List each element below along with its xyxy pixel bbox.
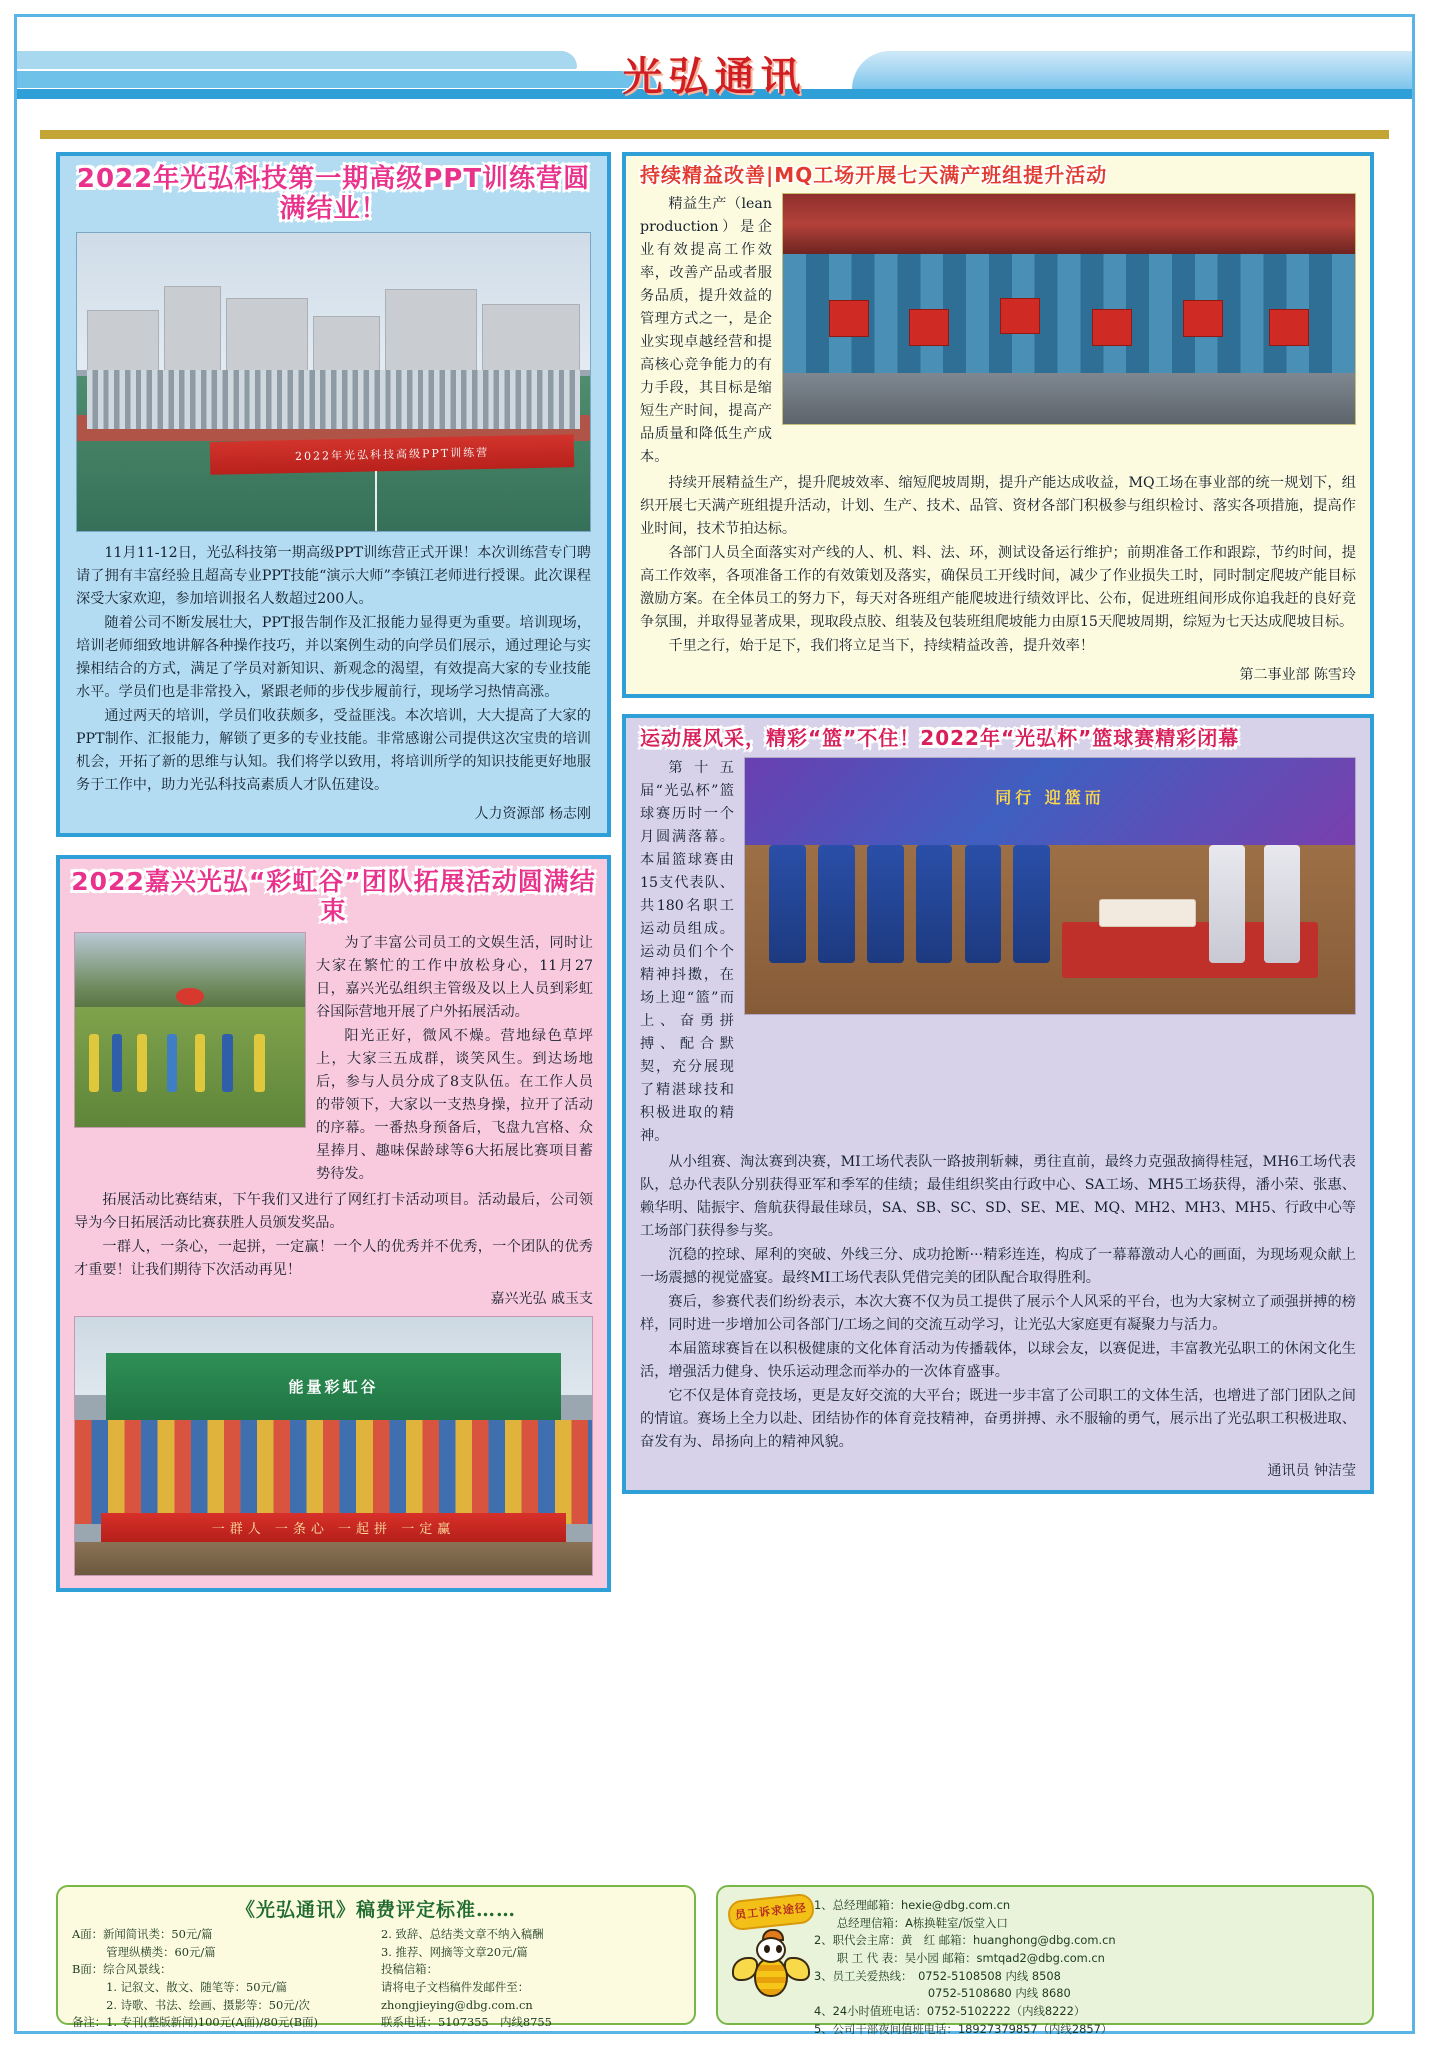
article-rainbow-signoff: 嘉兴光弘 戚玉支 bbox=[490, 1291, 593, 1308]
photo-player bbox=[1209, 845, 1246, 963]
submission-email[interactable]: zhongjieying@dbg.com.cn bbox=[381, 1997, 533, 2012]
article-ppt-body bbox=[76, 542, 591, 797]
photo-player bbox=[965, 845, 1002, 963]
fee-line: 1. 记叙文、散文、随笔等：50元/篇 bbox=[72, 1980, 288, 1995]
paragraph: 拓展活动比赛结束，下午我们又进行了网红打卡活动项目。活动最后，公司领导为今日拓展活动比赛获胜人员颁发奖品。 bbox=[74, 1192, 593, 1232]
article-mq-body bbox=[640, 472, 1356, 658]
fee-line: 请将电子文档稿件发邮件至： bbox=[381, 1980, 530, 1995]
article-basketball-body bbox=[640, 1151, 1356, 1454]
photo-court-line bbox=[375, 471, 377, 531]
photo-red-sign bbox=[1183, 300, 1223, 337]
contact-line: 职 工 代 表：吴小园 邮箱：smtqad2@dbg.com.cn bbox=[814, 1951, 1105, 1966]
photo-red-sign bbox=[1269, 309, 1309, 346]
paragraph: 随着公司不断发展壮大，PPT报告制作及汇报能力显得更为重要。培训现场，培训老师细致地讲解各种操作技巧，并以案例生动的向学员们展示，通过理论与实操相结合的方式，满足了学员对新知识、新观念的渴望，有效提高大家的专业技能水平。学员们也是非常投入，紧跟老师的步伐步履前行，现场学习热情高涨。 bbox=[76, 614, 591, 700]
fee-line: 2. 致辞、总结类文章不纳入稿酬 bbox=[381, 1927, 544, 1941]
footer-fee-title: 《光弘通讯》稿费评定标准…… bbox=[235, 1899, 516, 1921]
paragraph: 持续开展精益生产，提升爬坡效率、缩短爬坡周期，提升产能达成收益，MQ工场在事业部的统一规划下，组织开展七天满产班组提升活动，计划、生产、技术、品管、资材各部门积极参与组织检讨、落实各项措施，提高作业时间，技术节拍达标。 bbox=[640, 475, 1356, 537]
photo-crowd bbox=[87, 370, 580, 430]
fee-line: 联系电话：5107355 内线8755 bbox=[381, 2015, 552, 2030]
article-mq-body-left bbox=[640, 193, 772, 470]
photo-person bbox=[89, 1034, 99, 1092]
fee-line: 2. 诗歌、书法、绘画、摄影等：50元/次 bbox=[72, 1997, 310, 2012]
photo-red-sign bbox=[1092, 309, 1132, 346]
paragraph: 它不仅是体育竞技场，更是友好交流的大平台；既进一步丰富了公司职工的文体生活，也增进了部门团队之间的情谊。赛场上全力以赴、团结协作的体育竞技精神，奋勇拼搏、永不服输的勇气，展示出了光弘职工积极进取、奋发有为、昂扬向上的精神风貌。 bbox=[640, 1388, 1356, 1450]
fee-line: B面：综合风景线： bbox=[72, 1962, 172, 1977]
photo-player bbox=[1013, 845, 1050, 963]
photo-floor bbox=[783, 373, 1355, 424]
photo-banner-text: 一群人 一条心 一起拼 一定赢 bbox=[101, 1513, 566, 1541]
article-basketball-headline: 运动展风采，精彩“篮”不住！2022年“光弘杯”篮球赛精彩闭幕 bbox=[640, 726, 1240, 750]
photo-player bbox=[867, 845, 904, 963]
photo-person bbox=[195, 1034, 205, 1092]
article-mq-signoff: 第二事业部 陈雪玲 bbox=[1239, 667, 1356, 683]
article-rainbow-valley bbox=[56, 855, 611, 1593]
contact-line: 2、职代会主席：黄 红 邮箱：huanghong@dbg.com.cn bbox=[814, 1933, 1116, 1948]
contact-line: 0752-5108680 内线 8680 bbox=[814, 1986, 1071, 2001]
photo-person bbox=[112, 1034, 122, 1092]
fee-line: 备注：1. 专刊(整版新闻)100元(A面)/80元(B面) bbox=[72, 2015, 318, 2030]
photo-person bbox=[167, 1034, 177, 1092]
footer-contact-box bbox=[716, 1885, 1374, 2036]
photo-person bbox=[222, 1034, 232, 1092]
contact-line: 4、24小时值班电话：0752-5102222（内线8222） bbox=[814, 2004, 1086, 2019]
photo-banner-text: 2022年光弘科技高级PPT训练营 bbox=[210, 435, 575, 475]
bee-body-icon bbox=[754, 1957, 788, 1997]
page-title: 光弘通讯 bbox=[622, 53, 807, 99]
bee-eye-icon bbox=[764, 1945, 770, 1953]
photo-grass bbox=[75, 1007, 305, 1127]
footer-fee-box bbox=[56, 1885, 696, 2030]
photo-crowd bbox=[75, 1420, 592, 1523]
paragraph: 赛后，参赛代表们纷纷表示，本次大赛不仅为员工提供了展示个人风采的平台，也为大家树立了顽强拼搏的榜样，同时进一步增加公司各部门/工场之间的交流互动学习，让光弘大家庭更有凝聚力与活力。 bbox=[640, 1294, 1356, 1333]
fee-line: 3. 推荐、网摘等文章20元/篇 bbox=[381, 1944, 528, 1959]
article-rainbow-body-top bbox=[316, 932, 593, 1187]
photo-cake bbox=[1099, 899, 1197, 927]
masthead bbox=[17, 17, 1412, 99]
paragraph: 一群人，一条心，一起拼，一定赢！一个人的优秀并不优秀，一个团队的优秀才重要！让我们期待下次活动再见！ bbox=[74, 1239, 593, 1279]
fee-line: 投稿信箱： bbox=[381, 1962, 438, 1977]
contact-channel-list bbox=[718, 1887, 1372, 2038]
article-mq-lean bbox=[622, 152, 1374, 698]
photo-red-sign bbox=[829, 300, 869, 337]
photo-rainbow-activity bbox=[74, 932, 306, 1128]
photo-ppt-group bbox=[76, 232, 591, 532]
paragraph: 各部门人员全面落实对产线的人、机、料、法、环，测试设备运行维护；前期准备工作和跟踪，节约时间，提高工作效率，各项准备工作的有效策划及落实，确保员工开线时间，减少了作业损失工时，同时制定爬坡产能目标激励方案。在全体员工的努力下，每天对各班组产能爬坡进行绩效评比、公布，促进班组间形成你追我赶的良好竞争氛围，并取得显著成果，现取段点胶、组装及包装班组爬坡能力由原15天爬坡周期，综短为七天达成爬坡目标。 bbox=[640, 545, 1356, 630]
paragraph: 11月11-12日，光弘科技第一期高级PPT训练营正式开课！本次训练营专门聘请了拥有丰富经验且超高专业PPT技能“演示大师”李镇江老师进行授课。此次课程深受大家欢迎，参加培训报名人数超过200人。 bbox=[76, 544, 591, 607]
article-ppt-training bbox=[56, 152, 611, 837]
bee-mascot-icon bbox=[732, 1901, 810, 2009]
paragraph: 精益生产（lean production）是企业有效提高工作效率，改善产品或者服务品质，提升效益的管理方式之一，是企业实现卓越经营和提高核心竞争能力的有力手段，其目标是缩短生产时间，提高产品质量和降低生产成本。 bbox=[640, 196, 772, 465]
article-basketball bbox=[622, 714, 1374, 1494]
contact-line: 3、员工关爱热线： 0752-5108508 内线 8508 bbox=[814, 1968, 1061, 1983]
photo-roof bbox=[783, 194, 1355, 254]
photo-basketball-ceremony bbox=[744, 757, 1356, 1015]
contact-line: 1、总经理邮箱：hexie@dbg.com.cn bbox=[814, 1898, 1011, 1912]
photo-ground bbox=[75, 1542, 592, 1576]
photo-person bbox=[254, 1034, 264, 1092]
footer bbox=[56, 1885, 1374, 2036]
photo-player bbox=[769, 845, 806, 963]
footer-fee-left-col bbox=[72, 1926, 371, 2032]
footer-fee-right-col bbox=[381, 1926, 680, 2032]
paragraph: 通过两天的培训，学员们收获颇多，受益匪浅。本次培训，大大提高了大家的PPT制作、汇报能力，解锁了更多的专业技能。非常感谢公司提供这次宝贵的培训机会，开拓了新的思维与认知。我们将学以致用，将培训所学的知识技能更好地服务于工作中，助力光弘科技高素质人才队伍建设。 bbox=[76, 707, 591, 793]
photo-red-sign bbox=[909, 309, 949, 346]
article-rainbow-body-bottom bbox=[74, 1189, 593, 1282]
photo-red-sign bbox=[1000, 298, 1040, 335]
left-column bbox=[56, 152, 611, 1592]
contact-line: 5、公司干部夜间值班电话：18927379857（内线2857） bbox=[814, 2021, 1113, 2036]
bee-eye-icon bbox=[776, 1945, 782, 1953]
paragraph: 为了丰富公司员工的文娱生活，同时让大家在繁忙的工作中放松身心，11月27日，嘉兴光弘组织主管级及以上人员到彩虹谷国际营地开展了户外拓展活动。 bbox=[316, 935, 593, 1021]
contact-line: 总经理信箱：A栋换鞋室/饭堂入口 bbox=[814, 1915, 1008, 1930]
paragraph: 阳光正好，微风不燥。营地绿色草坪上，大家三五成群，谈笑风生。到达场地后，参与人员分成了8支队伍。在工作人员的带领下，大家以一支热身操，拉开了活动的序幕。一番热身预备后，飞盘九宫格、众星捧月、趣味保龄球等6大拓展比赛项目蓄势待发。 bbox=[316, 1028, 593, 1183]
photo-player bbox=[916, 845, 953, 963]
photo-person bbox=[137, 1034, 147, 1092]
photo-player bbox=[1264, 845, 1301, 963]
fee-line: A面：新闻简讯类：50元/篇 bbox=[72, 1927, 213, 1941]
employee-channel-badge: 员工诉求途径 bbox=[727, 1893, 816, 1932]
photo-rainbow-group bbox=[74, 1316, 593, 1576]
paragraph: 本届篮球赛旨在以积极健康的文化体育活动为传播载体，以球会友，以赛促进，丰富教光弘职工的休闲文化生活，增强活力健身、快乐运动理念而举办的一次体育盛事。 bbox=[640, 1341, 1356, 1380]
photo-stage-text: 能量彩虹谷 bbox=[106, 1353, 561, 1420]
paragraph: 第十五届“光弘杯”篮球赛历时一个月圆满落幕。本届篮球赛由15支代表队、共180名职工运动员组成。运动员们个个精神抖擞，在场上迎“篮”而上、奋勇拼搏、配合默契，充分展现了精湛球技和积极进取的精神。 bbox=[640, 760, 734, 1144]
right-column bbox=[622, 152, 1374, 1494]
article-ppt-headline: 2022年光弘科技第一期高级PPT训练营圆满结业！ bbox=[76, 164, 591, 224]
photo-mq-workers bbox=[782, 193, 1356, 425]
photo-ball bbox=[176, 988, 204, 1005]
paragraph: 沉稳的控球、犀利的突破、外线三分、成功抢断···精彩连连，构成了一幕幕激动人心的画面，为现场观众献上一场震撼的视觉盛宴。最终MI工场代表队凭借完美的团队配合取得胜利。 bbox=[640, 1247, 1356, 1286]
article-basketball-signoff: 通讯员 钟洁莹 bbox=[1267, 1463, 1356, 1479]
article-rainbow-headline: 2022嘉兴光弘“彩虹谷”团队拓展活动圆满结束 bbox=[71, 866, 596, 925]
article-ppt-signoff: 人力资源部 杨志刚 bbox=[474, 805, 591, 822]
fee-line: 管理纵横类：60元/篇 bbox=[72, 1944, 216, 1959]
photo-backdrop-text: 同行 迎篮而 bbox=[995, 787, 1105, 807]
gold-divider bbox=[40, 130, 1389, 139]
photo-player bbox=[818, 845, 855, 963]
paragraph: 从小组赛、淘汰赛到决赛，MI工场代表队一路披荆斩棘，勇往直前，最终力克强敌摘得桂冠，MH6工场代表队，总办代表队分别获得亚军和季军的佳绩；最佳组织奖由行政中心、SA工场、MH5工场获得，潘小荣、张惠、赖华明、陆振宇、詹航获得最佳球员，SA、SB、SC、SD、SE、ME、MQ、MH2、MH3、MH5、行政中心等工场部门获得参与奖。 bbox=[640, 1154, 1356, 1239]
paragraph: 千里之行，始于足下，我们将立足当下，持续精益改善，提升效率！ bbox=[668, 638, 1095, 654]
article-mq-headline: 持续精益改善|MQ工场开展七天满产班组提升活动 bbox=[640, 163, 1108, 187]
article-basketball-body-left bbox=[640, 757, 734, 1149]
